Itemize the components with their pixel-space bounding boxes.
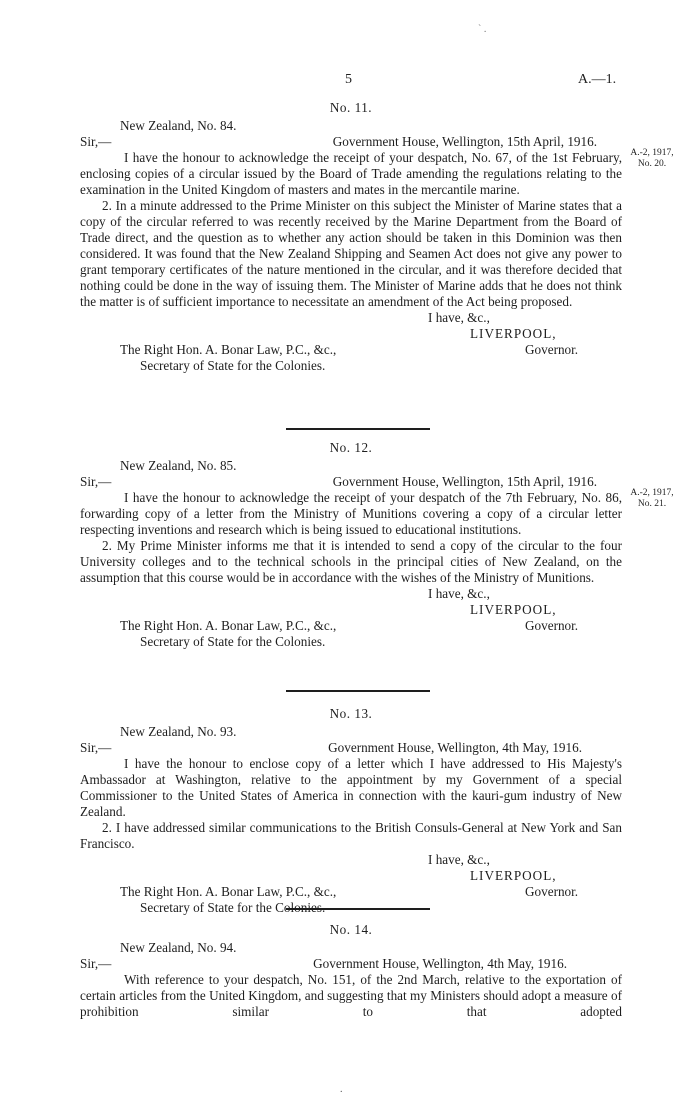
document-reference: A.—1. bbox=[578, 72, 617, 87]
addressee-block bbox=[80, 884, 622, 916]
closing-block bbox=[80, 310, 622, 342]
salutation-line bbox=[80, 474, 622, 490]
paragraph-2: 2. In a minute addressed to the Prime Minister on this subject the Minister of Marine states that a copy of the circular referred to was recently received by the Marine Department from the Board of Trade direct, and the question as to whether any action should be taken in this Dominion was then considered. It was found that the New Zealand Shipping and Seamen Act does not give any power to grant temporary certificates of the nature mentioned in the circular, and it was therefore decided that nothing could be done in the way of issuing them. The Minister of Marine adds that he does not think the matter is of sufficient importance to necessitate an amendment of the Act being proposed. bbox=[80, 198, 622, 309]
section-divider bbox=[286, 908, 430, 910]
addressee-office: Secretary of State for the Colonies. bbox=[140, 900, 326, 915]
closing-block bbox=[80, 586, 622, 618]
paragraph-2: 2. I have addressed similar communications to the British Consuls-General at New York and San Francisco. bbox=[80, 820, 622, 851]
place-date: Government House, Wellington, 4th May, 1916. bbox=[328, 740, 582, 755]
signatory-title: Governor. bbox=[525, 884, 579, 899]
signatory-title: Governor. bbox=[525, 618, 579, 633]
addressee-block bbox=[80, 618, 622, 650]
addressee-block bbox=[80, 342, 622, 374]
despatch-number: No. 12. bbox=[329, 440, 373, 455]
paragraph-1: With reference to your despatch, No. 151, of the 2nd March, relative to the exportation of certain articles from the United Kingdom, and suggesting that my Ministers should adopt a measure of prohibition similar to that adopted bbox=[80, 972, 622, 1019]
addressee-office: Secretary of State for the Colonies. bbox=[140, 358, 326, 373]
closing: I have, &c., bbox=[428, 852, 490, 867]
paragraph-2: 2. My Prime Minister informs me that it is intended to send a copy of the circular to the four University colleges and to the technical schools in the principal cities of New Zealand, on the assumption that this course would be in accordance with the wishes of the Ministry of Munitions. bbox=[80, 538, 622, 585]
letter-no-13 bbox=[80, 706, 622, 916]
salutation-line bbox=[80, 134, 622, 150]
salutation-line bbox=[80, 740, 622, 756]
closing: I have, &c., bbox=[428, 310, 490, 325]
margin-note-line: A.-2, 1917, bbox=[630, 148, 674, 158]
margin-note bbox=[622, 488, 682, 510]
salutation: Sir,— bbox=[80, 474, 112, 489]
page-number: 5 bbox=[345, 72, 352, 87]
scan-specks: ` . bbox=[478, 24, 487, 35]
margin-note-line: A.-2, 1917, bbox=[630, 488, 674, 498]
signature: LIVERPOOL, bbox=[470, 326, 557, 341]
nz-despatch-ref: New Zealand, No. 93. bbox=[120, 724, 237, 739]
place-date: Government House, Wellington, 4th May, 1916. bbox=[313, 956, 567, 971]
addressee-name: The Right Hon. A. Bonar Law, P.C., &c., bbox=[120, 342, 337, 357]
signatory-title: Governor. bbox=[525, 342, 579, 357]
paragraph-1: I have the honour to enclose copy of a letter which I have addressed to His Majesty's Ambassador at Washington, relative to the appointment by my Government of a special Commissioner to the United States of America in connection with the kauri-gum industry of New Zealand. bbox=[80, 756, 622, 819]
margin-note-line: No. 20. bbox=[637, 159, 667, 169]
salutation: Sir,— bbox=[80, 134, 112, 149]
signature: LIVERPOOL, bbox=[470, 602, 557, 617]
section-divider bbox=[286, 428, 430, 430]
despatch-number: No. 13. bbox=[329, 706, 373, 721]
addressee-office: Secretary of State for the Colonies. bbox=[140, 634, 326, 649]
salutation-line bbox=[80, 956, 622, 972]
salutation: Sir,— bbox=[80, 956, 112, 971]
closing: I have, &c., bbox=[428, 586, 490, 601]
paragraph-1: I have the honour to acknowledge the receipt of your despatch of the 7th February, No. 86, forwarding copy of a letter from the Ministry of Munitions covering a copy of a circular letter respecting inventions and research which is being issued to educational institutions. bbox=[80, 490, 622, 537]
letter-no-11 bbox=[80, 100, 622, 374]
salutation: Sir,— bbox=[80, 740, 112, 755]
place-date: Government House, Wellington, 15th April, 1916. bbox=[332, 474, 597, 489]
scan-speck: . bbox=[340, 1084, 343, 1095]
nz-despatch-ref: New Zealand, No. 84. bbox=[120, 118, 237, 133]
despatch-number: No. 11. bbox=[329, 100, 373, 115]
letter-no-12 bbox=[80, 440, 622, 650]
margin-note-line: No. 21. bbox=[637, 499, 667, 509]
paragraph-1: I have the honour to acknowledge the receipt of your despatch, No. 67, of the 1st February, enclosing copies of a circular issued by the Board of Trade amending the regulations relating to the examination in the United Kingdom of masters and mates in the mercantile marine. bbox=[80, 150, 622, 197]
nz-despatch-ref: New Zealand, No. 94. bbox=[120, 940, 237, 955]
addressee-name: The Right Hon. A. Bonar Law, P.C., &c., bbox=[120, 618, 337, 633]
signature: LIVERPOOL, bbox=[470, 868, 557, 883]
nz-despatch-ref: New Zealand, No. 85. bbox=[120, 458, 237, 473]
margin-note bbox=[622, 148, 682, 170]
addressee-name: The Right Hon. A. Bonar Law, P.C., &c., bbox=[120, 884, 337, 899]
place-date: Government House, Wellington, 15th April, 1916. bbox=[332, 134, 597, 149]
letter-no-14 bbox=[80, 922, 622, 1020]
section-divider bbox=[286, 690, 430, 692]
despatch-number: No. 14. bbox=[329, 922, 373, 937]
closing-block bbox=[80, 852, 622, 884]
